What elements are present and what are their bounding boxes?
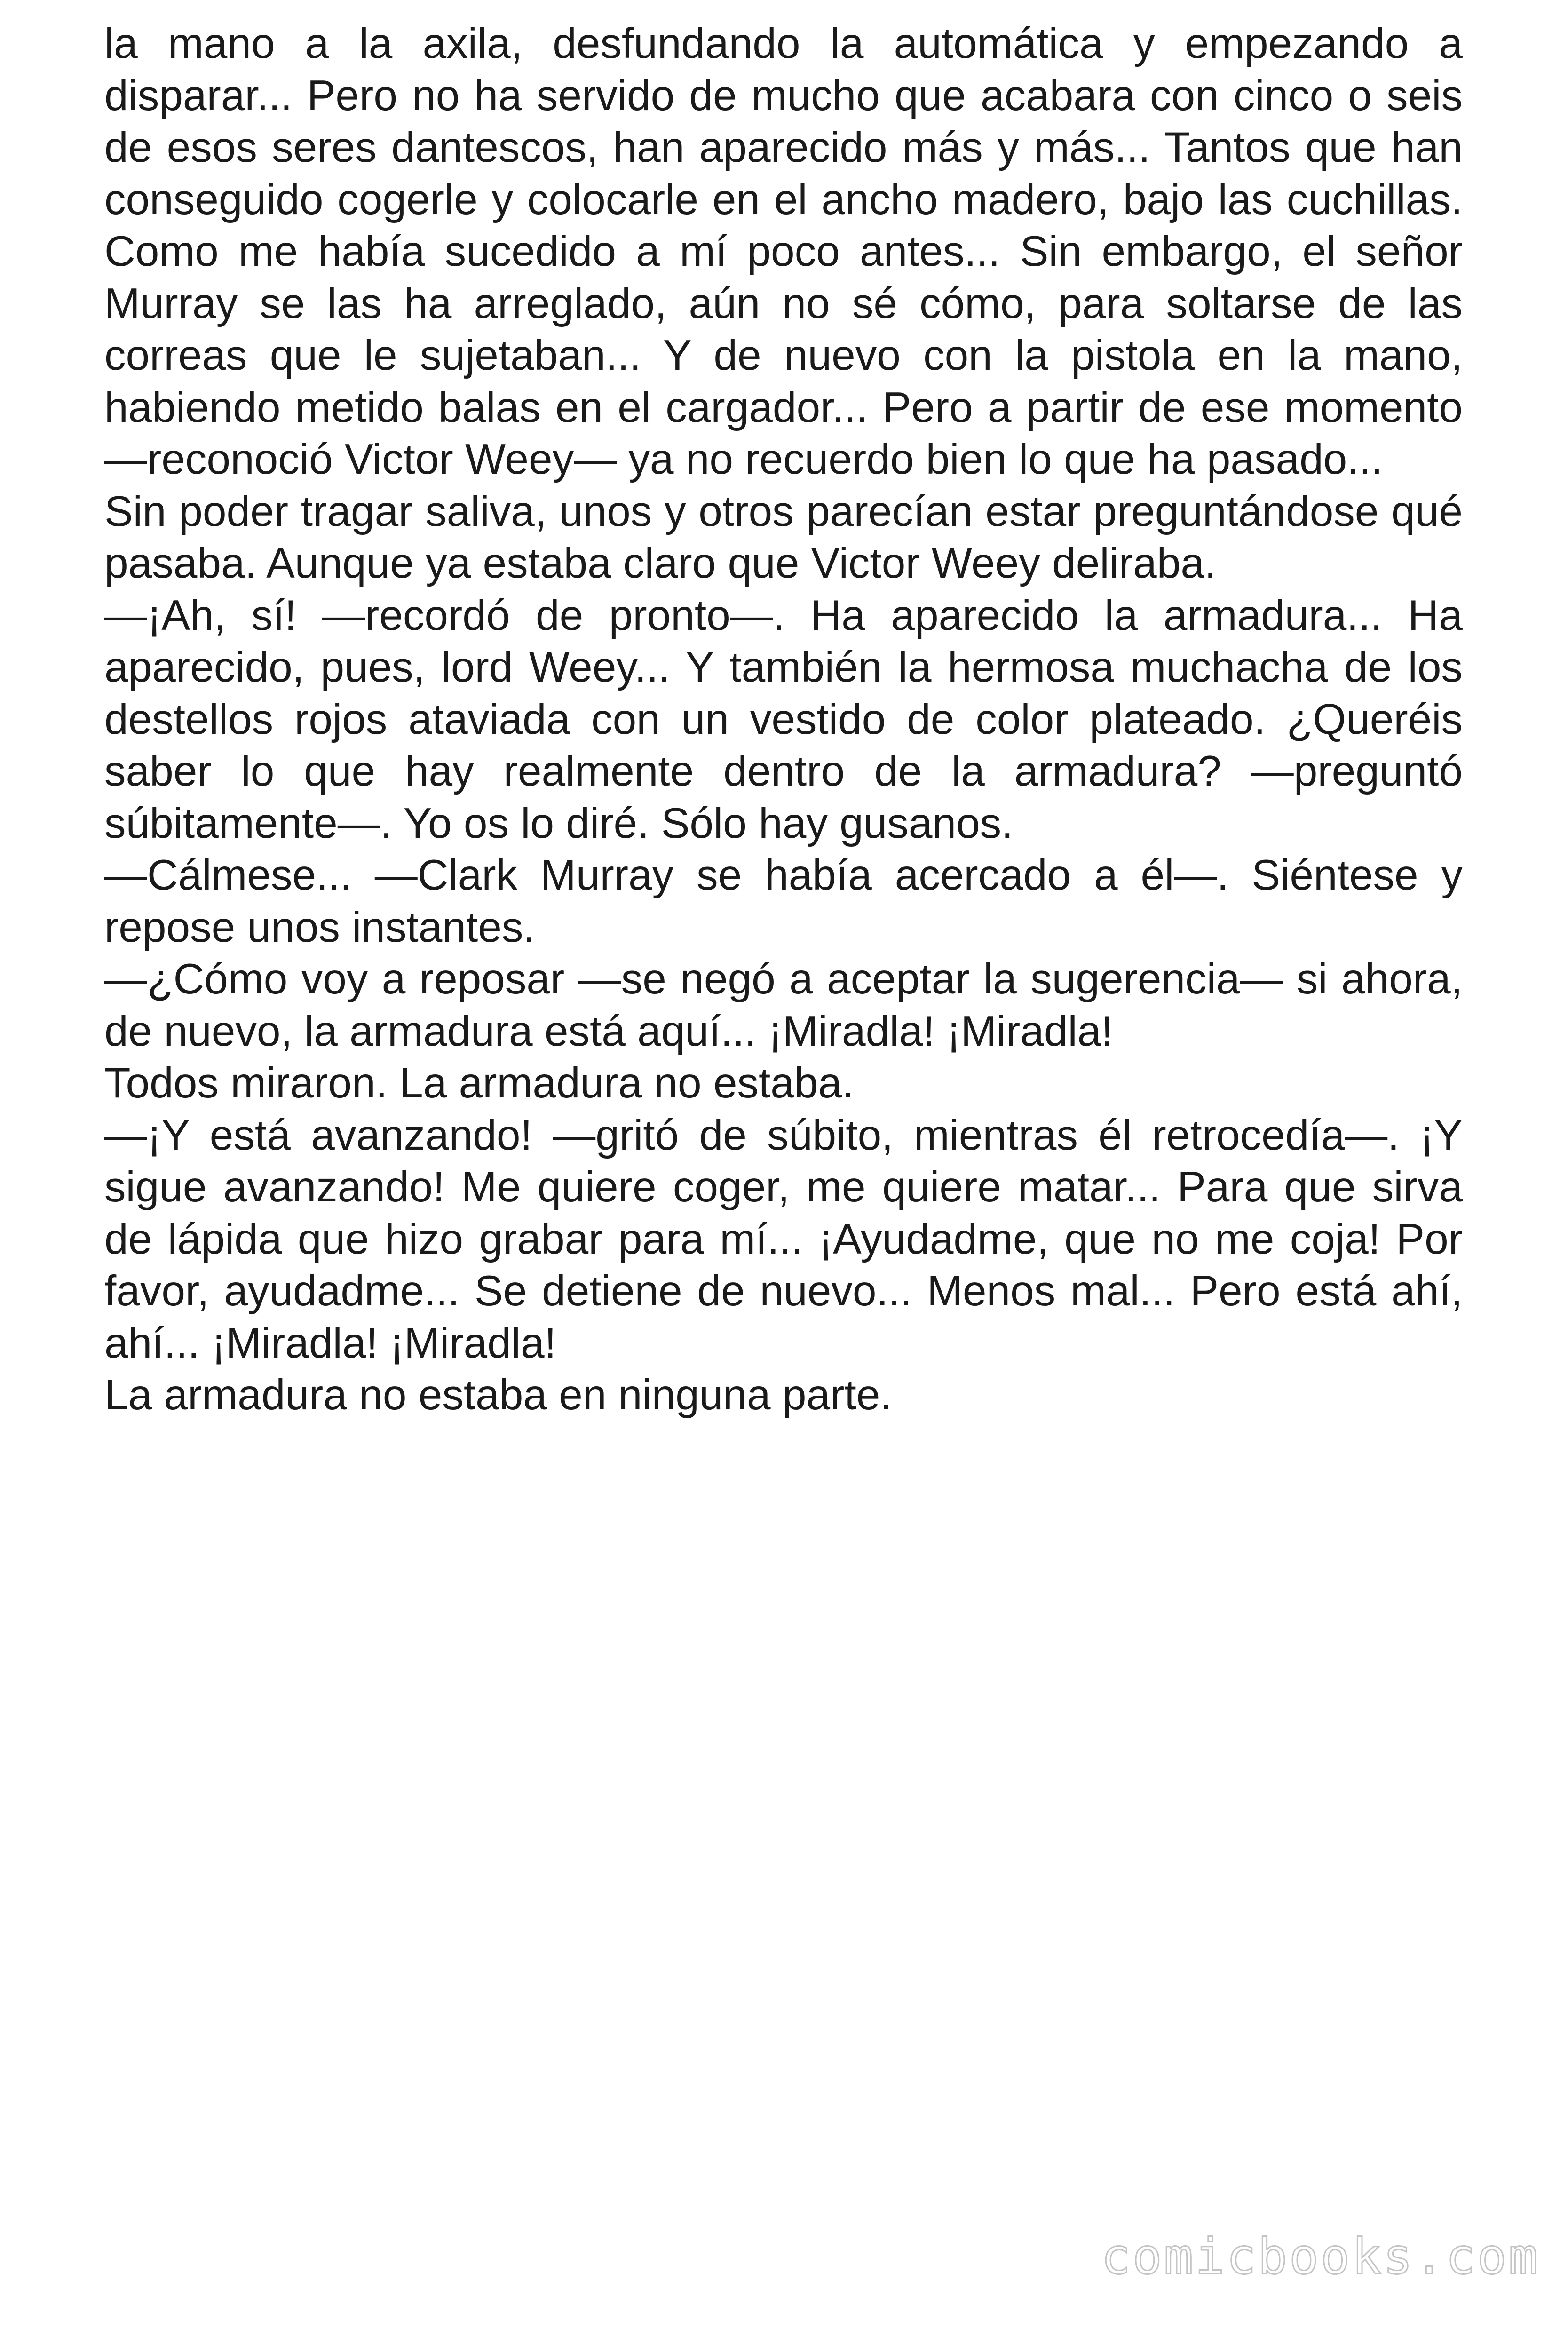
paragraph-7: —¡Y está avanzando! —gritó de súbito, mientras él retrocedía—. ¡Y sigue avanzando! Me quiere coger, me quiere matar... Para que sirva de lápida que hizo grabar para mí... ¡Ayudadme, que no me coja! Por favor, ayudadme... Se detiene de nuevo... Menos mal... Pero está ahí, ahí... ¡Miradla! ¡Miradla! — [104, 1111, 1463, 1367]
paragraph-3: —¡Ah, sí! —recordó de pronto—. Ha aparecido la armadura... Ha aparecido, pues, lord Weey... Y también la hermosa muchacha de los destellos rojos ataviada con un vestido de color plateado. ¿Queréis saber lo que hay realmente dentro de la armadura? —preguntó súbitamente—. Yo os lo diré. Sólo hay gusanos. — [104, 591, 1463, 847]
paragraph-8: La armadura no estaba en ninguna parte. — [104, 1371, 892, 1419]
watermark: comicbooks.com — [1101, 2228, 1540, 2285]
paragraph-4: —Cálmese... —Clark Murray se había acercado a él—. Siéntese y repose unos instantes. — [104, 851, 1463, 951]
body-text — [104, 18, 1463, 1422]
paragraph-5: —¿Cómo voy a reposar —se negó a aceptar la sugerencia— si ahora, de nuevo, la armadura está aquí... ¡Miradla! ¡Miradla! — [104, 955, 1463, 1055]
paragraph-2: Sin poder tragar saliva, unos y otros parecían estar preguntándose qué pasaba. Aunque ya estaba claro que Victor Weey deliraba. — [104, 487, 1463, 587]
paragraph-1: la mano a la axila, desfundando la automática y empezando a disparar... Pero no ha servido de mucho que acabara con cinco o seis de esos seres dantescos, han aparecido más y más... Tantos que han conseguido cogerle y colocarle en el ancho madero, bajo las cuchillas. Como me había sucedido a mí poco antes... Sin embargo, el señor Murray se las ha arreglado, aún no sé cómo, para soltarse de las correas que le sujetaban... Y de nuevo con la pistola en la mano, habiendo metido balas en el cargador... Pero a partir de ese momento —reconoció Victor Weey— ya no recuerdo bien lo que ha pasado... — [104, 20, 1463, 483]
paragraph-6: Todos miraron. La armadura no estaba. — [104, 1059, 854, 1107]
